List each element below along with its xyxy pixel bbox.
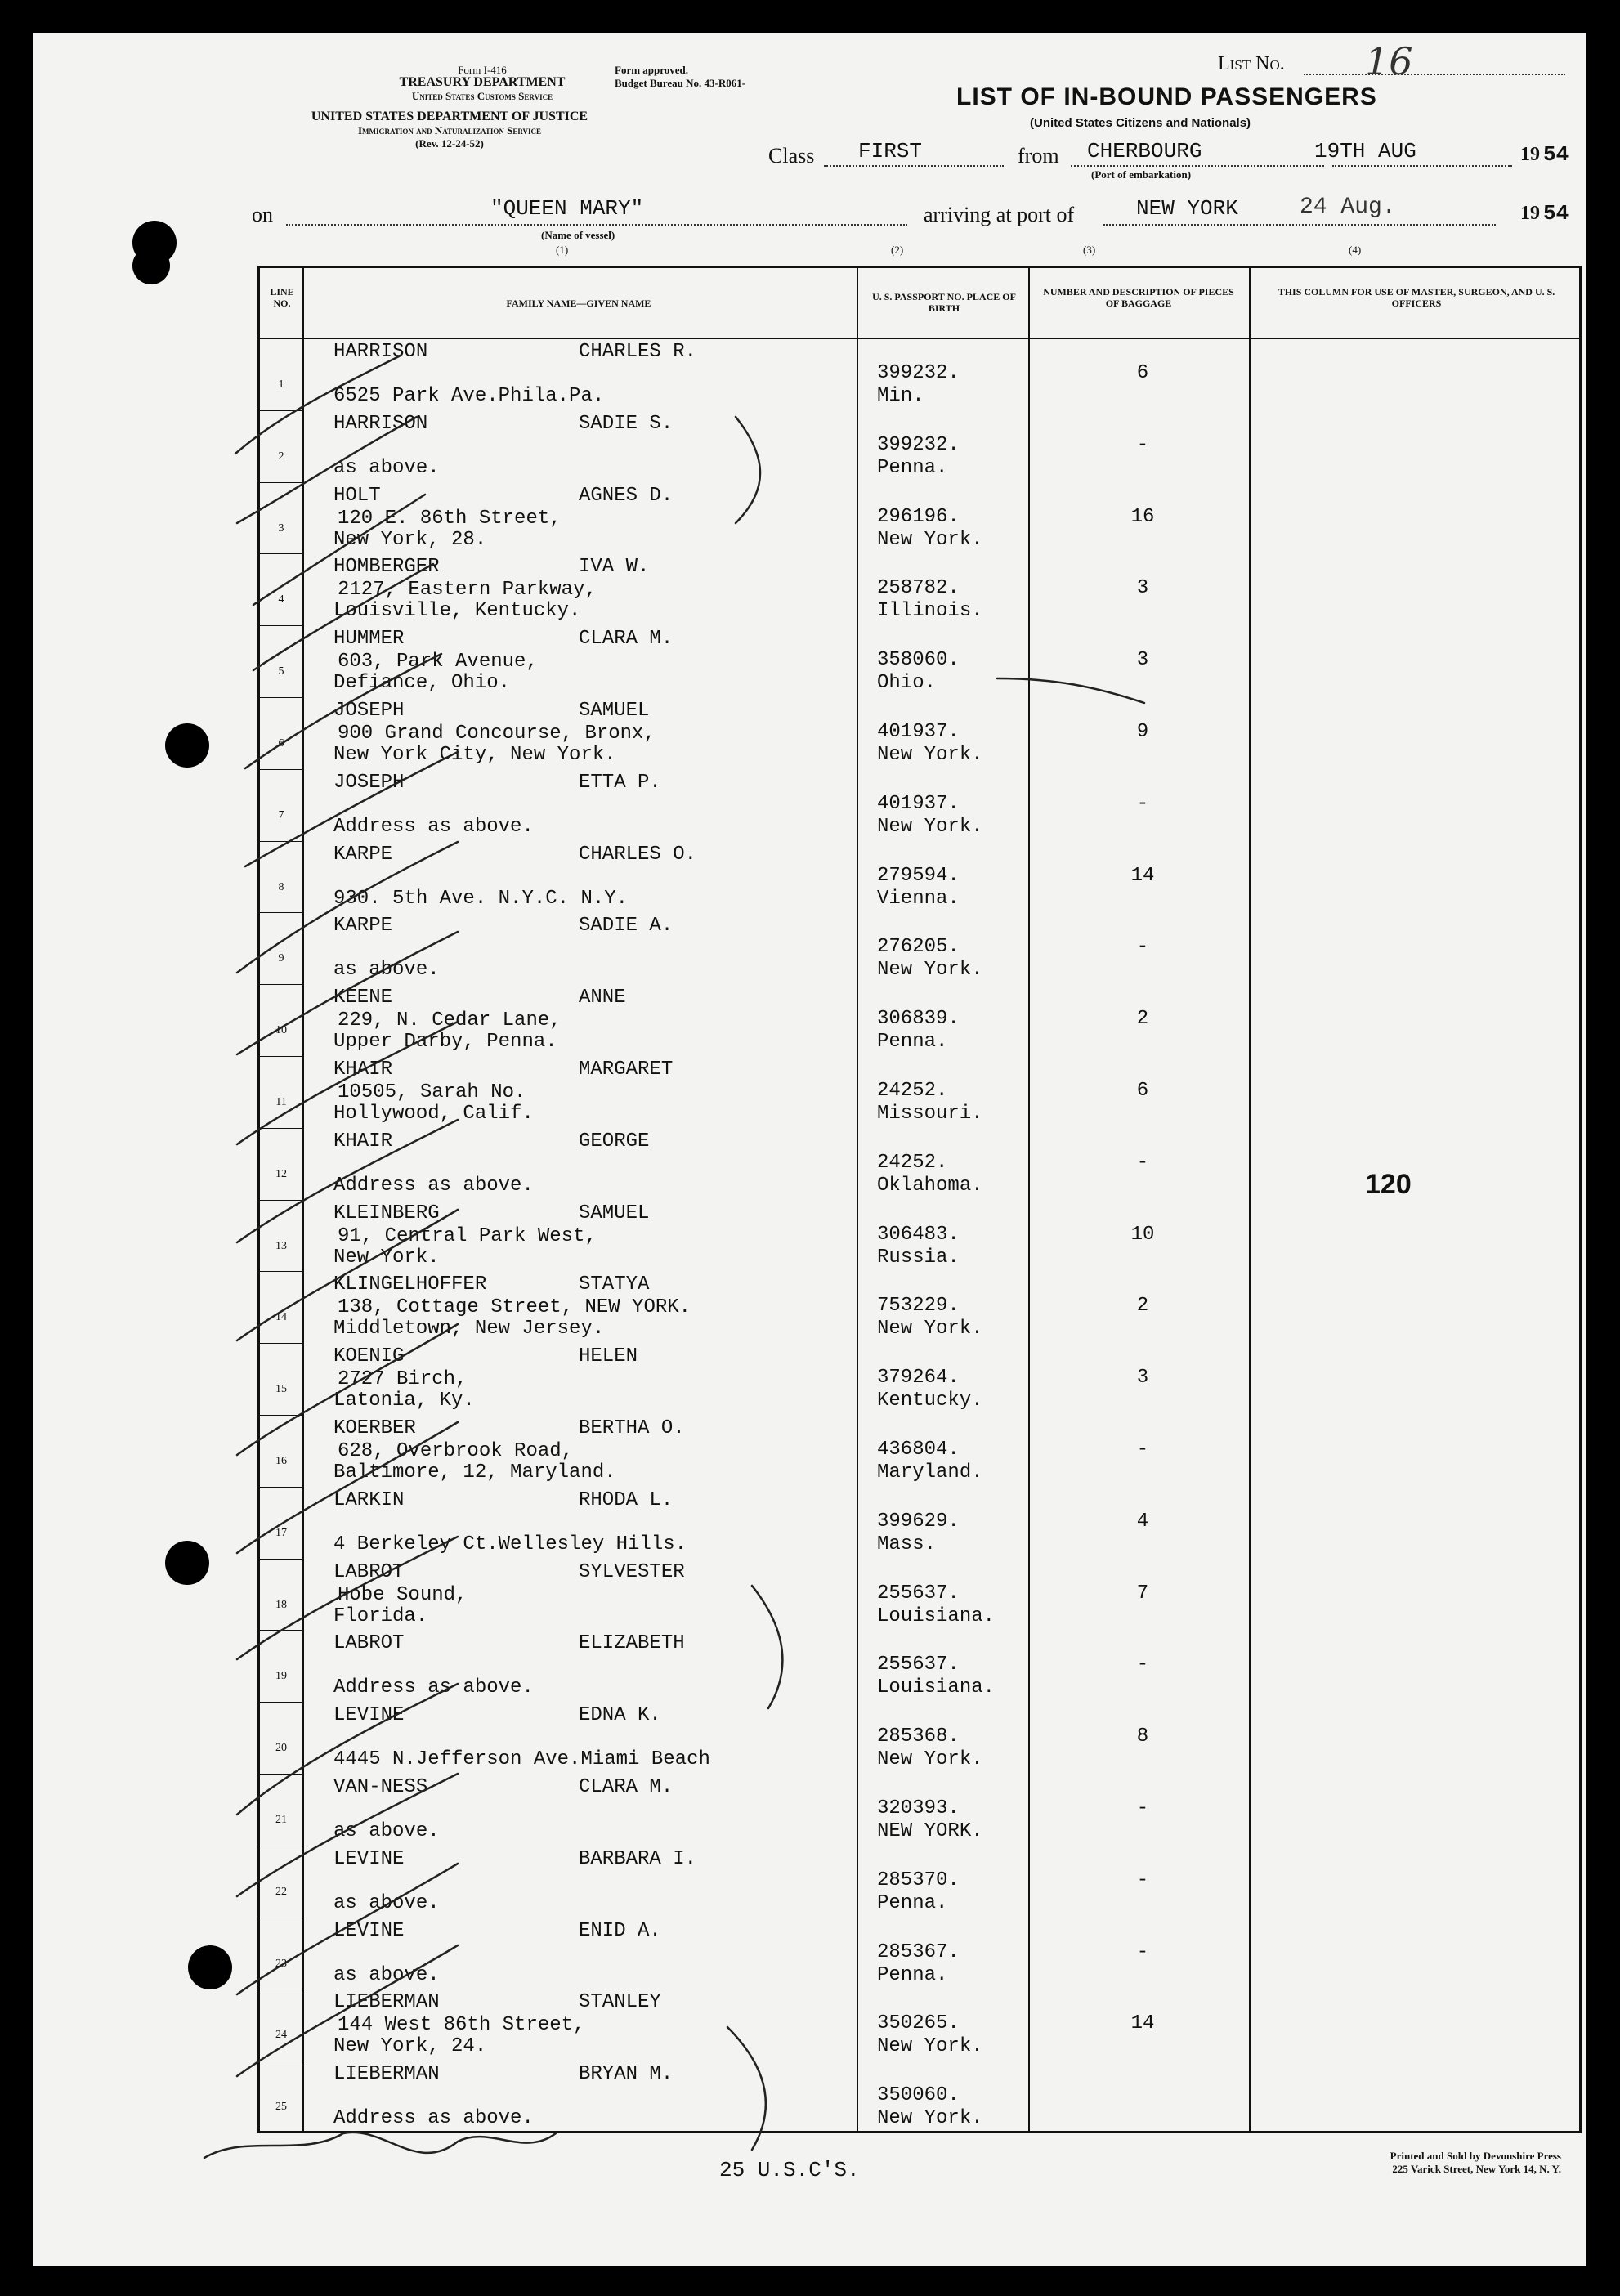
passport-number: 350060.: [877, 2084, 960, 2107]
family-name: LARKIN: [333, 1488, 405, 1511]
year-prefix-from: 19: [1520, 144, 1540, 165]
family-name: HARRISON: [333, 412, 428, 435]
given-name: GEORGE: [579, 1130, 650, 1152]
baggage-count: -: [1136, 1439, 1149, 1461]
class-label: Class: [768, 144, 815, 168]
family-name: LEVINE: [333, 1704, 405, 1727]
table-row: [260, 1344, 1579, 1416]
address-line-2: New York, 24.: [333, 2035, 487, 2058]
place-of-birth: Penna.: [877, 456, 948, 479]
table-row: [260, 1057, 1579, 1129]
address-line-1: 2127, Eastern Parkway,: [338, 579, 597, 602]
family-name: KHAIR: [333, 1130, 393, 1152]
year-arrive[interactable]: 54: [1543, 201, 1569, 226]
binder-hole: [165, 1541, 209, 1585]
line-number: 10: [275, 1024, 287, 1037]
passport-number: 24252.: [877, 1151, 948, 1174]
table-row: [260, 913, 1579, 985]
table-row: [260, 1989, 1579, 2061]
place-of-birth: New York.: [877, 1748, 983, 1771]
form-subtitle: (United States Citizens and Nationals): [1030, 116, 1251, 130]
given-name: CLARA M.: [579, 628, 674, 651]
family-name: LEVINE: [333, 1919, 405, 1942]
family-name: KHAIR: [333, 1058, 393, 1081]
officer-note: 120: [1365, 1169, 1412, 1200]
passport-number: 258782.: [877, 577, 960, 600]
place-of-birth: NEW YORK.: [877, 1820, 983, 1842]
baggage-count: 14: [1130, 864, 1155, 887]
col-header-officers: THIS COLUMN FOR USE OF MASTER, SURGEON, AND U. S. OFFICERS: [1278, 286, 1555, 309]
revision: (Rev. 12-24-52): [415, 137, 484, 150]
vessel-name[interactable]: "QUEEN MARY": [490, 196, 644, 221]
address-line-2: Defiance, Ohio.: [333, 672, 511, 695]
family-name: LIEBERMAN: [333, 1991, 440, 2014]
passport-number: 401937.: [877, 792, 960, 815]
family-name: HUMMER: [333, 628, 405, 651]
address-line-2: Hollywood, Calif.: [333, 1103, 534, 1125]
given-name: ENID A.: [579, 1919, 661, 1942]
col-header-passport: U. S. PASSPORT NO. PLACE OF BIRTH: [872, 291, 1016, 314]
year-prefix-arrive: 19: [1520, 203, 1540, 224]
address-line-2: Latonia, Ky.: [333, 1390, 475, 1412]
address-line-1: 900 Grand Concourse, Bronx,: [338, 723, 656, 745]
baggage-count: 3: [1136, 1367, 1149, 1390]
line-number: 18: [275, 1598, 287, 1611]
line-number: 13: [275, 1239, 287, 1252]
given-name: RHODA L.: [579, 1488, 674, 1511]
given-name: CLARA M.: [579, 1776, 674, 1798]
address-line-2: 6525 Park Ave.Phila.Pa.: [333, 385, 605, 407]
printer-imprint: [1390, 2150, 1561, 2176]
place-of-birth: Oklahoma.: [877, 1174, 983, 1197]
address-line-1: 144 West 86th Street,: [338, 2014, 585, 2037]
address-line-2: New York.: [333, 1246, 440, 1269]
passport-number: 436804.: [877, 1439, 960, 1461]
vessel-note: (Name of vessel): [541, 229, 615, 241]
line-number: 12: [275, 1167, 287, 1180]
address-line-1: 2727 Birch,: [338, 1368, 468, 1391]
printer-line-2: 225 Varick Street, New York 14, N. Y.: [1392, 2163, 1561, 2175]
arriving-label: arriving at port of: [924, 203, 1075, 226]
binder-hole: [132, 247, 170, 284]
place-of-birth: New York.: [877, 2035, 983, 2058]
from-label: from: [1018, 144, 1059, 168]
address-line-2: 4 Berkeley Ct.Wellesley Hills.: [333, 1533, 687, 1555]
passport-number: 24252.: [877, 1080, 948, 1102]
table-row: [260, 1560, 1579, 1631]
line-number: 7: [278, 808, 284, 821]
table-row: [260, 2061, 1579, 2133]
col-header-line-no: LINE NO.: [270, 286, 294, 309]
passport-number: 296196.: [877, 505, 960, 528]
embark-note: (Port of embarkation): [1091, 168, 1192, 181]
place-of-birth: Illinois.: [877, 600, 983, 623]
address-line-2: Middletown, New Jersey.: [333, 1318, 605, 1340]
table-row: [260, 554, 1579, 626]
line-number: 4: [278, 593, 284, 606]
address-line-1: 138, Cottage Street, NEW YORK.: [338, 1296, 691, 1319]
printer-line-1: Printed and Sold by Devonshire Press: [1390, 2150, 1561, 2162]
line-number: 9: [278, 952, 284, 965]
given-name: SAMUEL: [579, 1202, 650, 1224]
baggage-count: 8: [1136, 1725, 1149, 1748]
col-header-name: FAMILY NAME—GIVEN NAME: [506, 298, 651, 309]
binder-hole: [188, 1945, 232, 1989]
baggage-count: 10: [1130, 1223, 1155, 1246]
baggage-count: -: [1136, 1869, 1149, 1891]
line-number: 14: [275, 1311, 287, 1324]
col-num-2: (2): [891, 244, 904, 256]
address-line-2: 930. 5th Ave. N.Y.C. N.Y.: [333, 887, 629, 910]
line-number: 22: [275, 1885, 287, 1898]
table-row: [260, 1272, 1579, 1344]
place-of-birth: New York.: [877, 744, 983, 766]
baggage-count: 2: [1136, 1295, 1149, 1318]
table-row: [260, 1846, 1579, 1918]
passport-number: 401937.: [877, 721, 960, 743]
place-of-birth: New York.: [877, 528, 983, 551]
baggage-count: 3: [1136, 649, 1149, 672]
line-number: 16: [275, 1455, 287, 1467]
family-name: KLINGELHOFFER: [333, 1273, 487, 1296]
arrival-date[interactable]: 24 Aug.: [1300, 195, 1396, 220]
baggage-count: 9: [1136, 721, 1149, 743]
place-of-birth: New York.: [877, 1318, 983, 1340]
address-line-1: Hobe Sound,: [338, 1583, 468, 1606]
class-line: [824, 165, 1004, 167]
justice-dept: UNITED STATES DEPARTMENT OF JUSTICE: [311, 110, 588, 123]
baggage-count: -: [1136, 792, 1149, 815]
place-of-birth: Penna.: [877, 1963, 948, 1986]
table-row: [260, 1775, 1579, 1846]
form-approved: Form approved.: [615, 64, 689, 76]
family-name: JOSEPH: [333, 700, 405, 722]
given-name: IVA W.: [579, 556, 650, 579]
departure-date[interactable]: 19TH AUG: [1314, 139, 1416, 163]
citizen-count: 25 U.S.C'S.: [719, 2158, 860, 2182]
from-line: [1071, 165, 1324, 167]
place-of-birth: Vienna.: [877, 887, 960, 910]
line-number: 19: [275, 1670, 287, 1683]
line-number: 1: [278, 378, 284, 391]
ins-service: Immigration and Naturalization Service: [357, 124, 542, 137]
baggage-count: -: [1136, 1654, 1149, 1676]
passport-number: 399629.: [877, 1510, 960, 1533]
given-name: STANLEY: [579, 1991, 661, 2014]
table-row: [260, 698, 1579, 770]
baggage-count: -: [1136, 433, 1149, 456]
passport-number: 350265.: [877, 2012, 960, 2035]
line-number: 6: [278, 737, 284, 750]
address-line-2: as above.: [333, 1820, 440, 1842]
passport-number: 255637.: [877, 1582, 960, 1605]
family-name: HARRISON: [333, 341, 428, 363]
place-of-birth: Ohio.: [877, 672, 937, 695]
address-line-2: as above.: [333, 959, 440, 982]
line-number: 11: [275, 1096, 287, 1108]
passport-number: 285367.: [877, 1940, 960, 1963]
family-name: LEVINE: [333, 1847, 405, 1870]
table-row: [260, 842, 1579, 914]
family-name: VAN-NESS: [333, 1776, 428, 1798]
address-line-2: Address as above.: [333, 2107, 534, 2130]
family-name: KOERBER: [333, 1417, 416, 1439]
family-name: JOSEPH: [333, 771, 405, 794]
embarkation-port[interactable]: CHERBOURG: [1087, 139, 1202, 163]
line-number: 2: [278, 450, 284, 463]
line-number: 5: [278, 665, 284, 678]
place-of-birth: New York.: [877, 2107, 983, 2130]
address-line-2: Baltimore, 12, Maryland.: [333, 1461, 616, 1484]
address-line-2: New York, 28.: [333, 528, 487, 551]
table-row: [260, 626, 1579, 698]
binder-hole: [165, 723, 209, 768]
passport-number: 255637.: [877, 1654, 960, 1676]
table-row: [260, 1488, 1579, 1560]
baggage-count: 6: [1136, 362, 1149, 384]
baggage-count: -: [1136, 1940, 1149, 1963]
col-num-3: (3): [1083, 244, 1096, 256]
passport-number: 306483.: [877, 1223, 960, 1246]
place-of-birth: Kentucky.: [877, 1390, 983, 1412]
place-of-birth: Russia.: [877, 1246, 960, 1269]
place-of-birth: Min.: [877, 385, 924, 407]
baggage-count: 6: [1136, 1080, 1149, 1102]
vessel-line: [286, 224, 907, 226]
address-line-1: 229, N. Cedar Lane,: [338, 1009, 562, 1032]
place-of-birth: Penna.: [877, 1891, 948, 1914]
passenger-list-page: [33, 33, 1586, 2266]
line-number: 3: [278, 521, 284, 535]
address-line-2: Address as above.: [333, 815, 534, 838]
passport-number: 276205.: [877, 936, 960, 959]
arrival-port[interactable]: NEW YORK: [1136, 196, 1238, 221]
family-name: LABROT: [333, 1632, 405, 1655]
baggage-count: 2: [1136, 1008, 1149, 1031]
given-name: BERTHA O.: [579, 1417, 685, 1439]
address-line-1: 91, Central Park West,: [338, 1224, 597, 1247]
address-line-1: 603, Park Avenue,: [338, 651, 538, 674]
table-row: [260, 1918, 1579, 1990]
year-from[interactable]: 54: [1543, 142, 1569, 167]
line-number: 25: [275, 2101, 287, 2114]
budget-bureau: Budget Bureau No. 43-R061-: [615, 77, 746, 89]
baggage-count: 14: [1130, 2012, 1155, 2035]
family-name: LABROT: [333, 1560, 405, 1583]
baggage-count: -: [1136, 1151, 1149, 1174]
line-number: 21: [275, 1814, 287, 1826]
given-name: HELEN: [579, 1345, 638, 1368]
passport-number: 358060.: [877, 649, 960, 672]
col-num-1: (1): [556, 244, 569, 256]
given-name: ELIZABETH: [579, 1632, 685, 1655]
given-name: ETTA P.: [579, 771, 661, 794]
place-of-birth: Missouri.: [877, 1103, 983, 1125]
address-line-2: Florida.: [333, 1605, 428, 1627]
line-number: 8: [278, 880, 284, 893]
given-name: BARBARA I.: [579, 1847, 697, 1870]
treasury-dept: TREASURY DEPARTMENT: [399, 75, 566, 89]
given-name: SADIE A.: [579, 915, 674, 938]
table-row: [260, 339, 1579, 411]
given-name: SAMUEL: [579, 700, 650, 722]
class-value[interactable]: FIRST: [858, 139, 923, 163]
address-line-2: Address as above.: [333, 1174, 534, 1197]
given-name: CHARLES O.: [579, 843, 697, 866]
place-of-birth: New York.: [877, 959, 983, 982]
line-number: 24: [275, 2029, 287, 2042]
passport-number: 753229.: [877, 1295, 960, 1318]
form-number: Form I-416: [458, 64, 507, 76]
baggage-count: 7: [1136, 1582, 1149, 1605]
given-name: STATYA: [579, 1273, 650, 1296]
baggage-count: 16: [1130, 505, 1155, 528]
family-name: KOENIG: [333, 1345, 405, 1368]
customs-service: United States Customs Service: [411, 90, 553, 102]
col-header-baggage: NUMBER AND DESCRIPTION OF PIECES OF BAGGAGE: [1043, 286, 1234, 309]
family-name: LIEBERMAN: [333, 2063, 440, 2086]
place-of-birth: Maryland.: [877, 1461, 983, 1484]
list-no-line: [1304, 74, 1565, 75]
table-row: [260, 411, 1579, 483]
given-name: CHARLES R.: [579, 341, 697, 363]
baggage-count: -: [1136, 936, 1149, 959]
baggage-count: -: [1136, 1797, 1149, 1819]
address-line-2: as above.: [333, 1963, 440, 1986]
place-of-birth: Louisiana.: [877, 1676, 996, 1699]
given-name: EDNA K.: [579, 1704, 661, 1727]
family-name: HOMBERGER: [333, 556, 440, 579]
line-number: 23: [275, 1957, 287, 1970]
baggage-count: 3: [1136, 577, 1149, 600]
address-line-2: Address as above.: [333, 1676, 534, 1699]
line-number: 15: [275, 1383, 287, 1396]
address-line-2: Louisville, Kentucky.: [333, 600, 581, 623]
family-name: KLEINBERG: [333, 1202, 440, 1224]
address-line-1: 120 E. 86th Street,: [338, 507, 562, 530]
family-name: KARPE: [333, 915, 393, 938]
given-name: SYLVESTER: [579, 1560, 685, 1583]
table-row: [260, 1631, 1579, 1703]
passport-number: 306839.: [877, 1008, 960, 1031]
baggage-count: 4: [1136, 1510, 1149, 1533]
address-line-2: 4445 N.Jefferson Ave.Miami Beach: [333, 1748, 710, 1771]
table-row: [260, 985, 1579, 1057]
address-line-1: 10505, Sarah No.: [338, 1081, 526, 1103]
list-no-value[interactable]: 16: [1365, 39, 1413, 83]
list-no-label: List No.: [1218, 53, 1285, 74]
given-name: AGNES D.: [579, 484, 674, 507]
place-of-birth: New York.: [877, 815, 983, 838]
passport-number: 379264.: [877, 1367, 960, 1390]
place-of-birth: Penna.: [877, 1031, 948, 1054]
passport-number: 279594.: [877, 864, 960, 887]
col-num-4: (4): [1349, 244, 1362, 256]
address-line-2: New York City, New York.: [333, 744, 616, 766]
passport-number: 285368.: [877, 1725, 960, 1748]
table-row: [260, 483, 1579, 555]
form-title: LIST OF IN-BOUND PASSENGERS: [956, 83, 1377, 110]
address-line-2: Upper Darby, Penna.: [333, 1031, 557, 1054]
port-line: [1103, 224, 1496, 226]
address-line-2: as above.: [333, 456, 440, 479]
table-row: [260, 1416, 1579, 1488]
given-name: SADIE S.: [579, 412, 674, 435]
on-label: on: [252, 203, 273, 226]
line-number: 17: [275, 1526, 287, 1539]
given-name: ANNE: [579, 987, 626, 1009]
place-of-birth: Mass.: [877, 1533, 937, 1555]
passport-number: 399232.: [877, 362, 960, 384]
passport-number: 285370.: [877, 1869, 960, 1891]
date-from-line: [1332, 165, 1512, 167]
table-row: [260, 770, 1579, 842]
given-name: MARGARET: [579, 1058, 674, 1081]
family-name: KEENE: [333, 987, 393, 1009]
passport-number: 320393.: [877, 1797, 960, 1819]
place-of-birth: Louisiana.: [877, 1605, 996, 1627]
given-name: BRYAN M.: [579, 2063, 674, 2086]
passport-number: 399232.: [877, 433, 960, 456]
address-line-1: 628, Overbrook Road,: [338, 1440, 574, 1462]
line-number: 20: [275, 1742, 287, 1755]
table-row: [260, 1201, 1579, 1273]
table-row: [260, 1703, 1579, 1775]
address-line-2: as above.: [333, 1891, 440, 1914]
family-name: HOLT: [333, 484, 381, 507]
family-name: KARPE: [333, 843, 393, 866]
